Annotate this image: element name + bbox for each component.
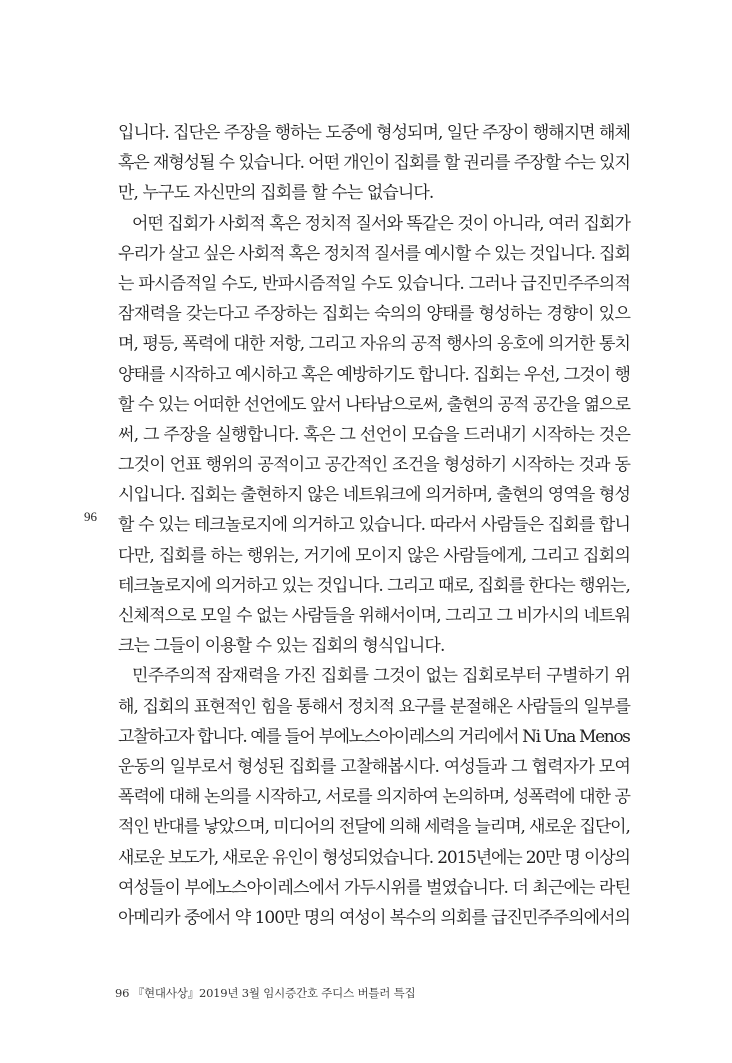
body-text — [118, 118, 630, 933]
text-line: 다만, 집회를 하는 행위는, 거기에 모이지 않은 사람들에게, 그리고 집회의 — [118, 545, 631, 566]
text-line: 만, 누구도 자신만의 집회를 할 수는 없습니다. — [118, 183, 434, 204]
text-line: 민주주의적 잠재력을 가진 집회를 그것이 없는 집회로부터 구별하기 위 — [132, 666, 631, 687]
text-line: 며, 평등, 폭력에 대한 저항, 그리고 자유의 공적 행사의 옹호에 의거한 통치 — [118, 334, 630, 355]
text-line: 그것이 언표 행위의 공적이고 공간적인 조건을 형성하기 시작하는 것과 동 — [118, 455, 631, 476]
text-line: 잠재력을 갖는다고 주장하는 집회는 숙의의 양태를 형성하는 경향이 있으 — [118, 304, 631, 325]
text-line: 적인 반대를 낳았으며, 미디어의 전달에 의해 세력을 늘리며, 새로운 집단이, — [118, 817, 630, 838]
margin-page-number: 96 — [84, 509, 97, 524]
text-line: 써, 그 주장을 실행합니다. 혹은 그 선언이 모습을 드러내기 시작하는 것은 — [118, 424, 631, 445]
text-line: 는 파시즘적일 수도, 반파시즘적일 수도 있습니다. 그러나 급진민주주의적 — [118, 273, 631, 294]
text-line: 입니다. 집단은 주장을 행하는 도중에 형성되며, 일단 주장이 행해지면 해체 — [118, 123, 630, 143]
text-line: 아메리카 중에서 약 100만 명의 여성이 복수의 의회를 급진민주주의에서의 — [118, 907, 630, 928]
page-footer — [115, 985, 415, 1001]
text-line: 테크놀로지에 의거하고 있는 것입니다. 그리고 때로, 집회를 한다는 행위는, — [118, 575, 630, 596]
text-line: 해, 집회의 표현적인 힘을 통해서 정치적 요구를 분절해온 사람들의 일부를 — [118, 696, 631, 717]
text-line: 운동의 일부로서 형성된 집회를 고찰해봅시다. 여성들과 그 협력자가 모여 — [118, 756, 631, 777]
text-line: 혹은 재형성될 수 있습니다. 어떤 개인이 집회를 할 권리를 주장할 수는 있지 — [118, 153, 630, 174]
text-line: 양태를 시작하고 예시하고 혹은 예방하기도 합니다. 집회는 우선, 그것이 행 — [118, 364, 630, 385]
footer-page-number: 96 — [115, 986, 130, 1000]
text-line: 우리가 살고 싶은 사회적 혹은 정치적 질서를 예시할 수 있는 것입니다. 집회 — [118, 243, 630, 264]
text-line: 폭력에 대해 논의를 시작하고, 서로를 의지하여 논의하며, 성폭력에 대한 공 — [118, 787, 630, 808]
text-line: 여성들이 부에노스아이레스에서 가두시위를 벌였습니다. 더 최근에는 라틴 — [118, 877, 630, 898]
footer-journal-title: 『현대사상』 — [132, 986, 199, 1000]
text-line: 할 수 있는 테크놀로지에 의거하고 있습니다. 따라서 사람들은 집회를 합니 — [118, 515, 631, 536]
text-line: 어떤 집회가 사회적 혹은 정치적 질서와 똑같은 것이 아니라, 여러 집회가 — [132, 213, 630, 234]
text-line: 시입니다. 집회는 출현하지 않은 네트워크에 의거하며, 출현의 영역을 형성 — [118, 485, 631, 506]
text-line: 할 수 있는 어떠한 선언에도 앞서 나타남으로써, 출현의 공적 공간을 엶으로 — [118, 394, 630, 415]
text-line: 고찰하고자 합니다. 예를 들어 부에노스아이레스의 거리에서 Ni Una Menos — [118, 726, 630, 747]
footer-issue: 2019년 3월 임시증간호 주디스 버틀러 특집 — [198, 986, 416, 1000]
text-line: 신체적으로 모일 수 없는 사람들을 위해서이며, 그리고 그 비가시의 네트워 — [118, 606, 631, 626]
text-line: 새로운 보도가, 새로운 유인이 형성되었습니다. 2015년에는 20만 명 이상의 — [118, 847, 630, 868]
text-line: 크는 그들이 이용할 수 있는 집회의 형식입니다. — [118, 636, 445, 657]
